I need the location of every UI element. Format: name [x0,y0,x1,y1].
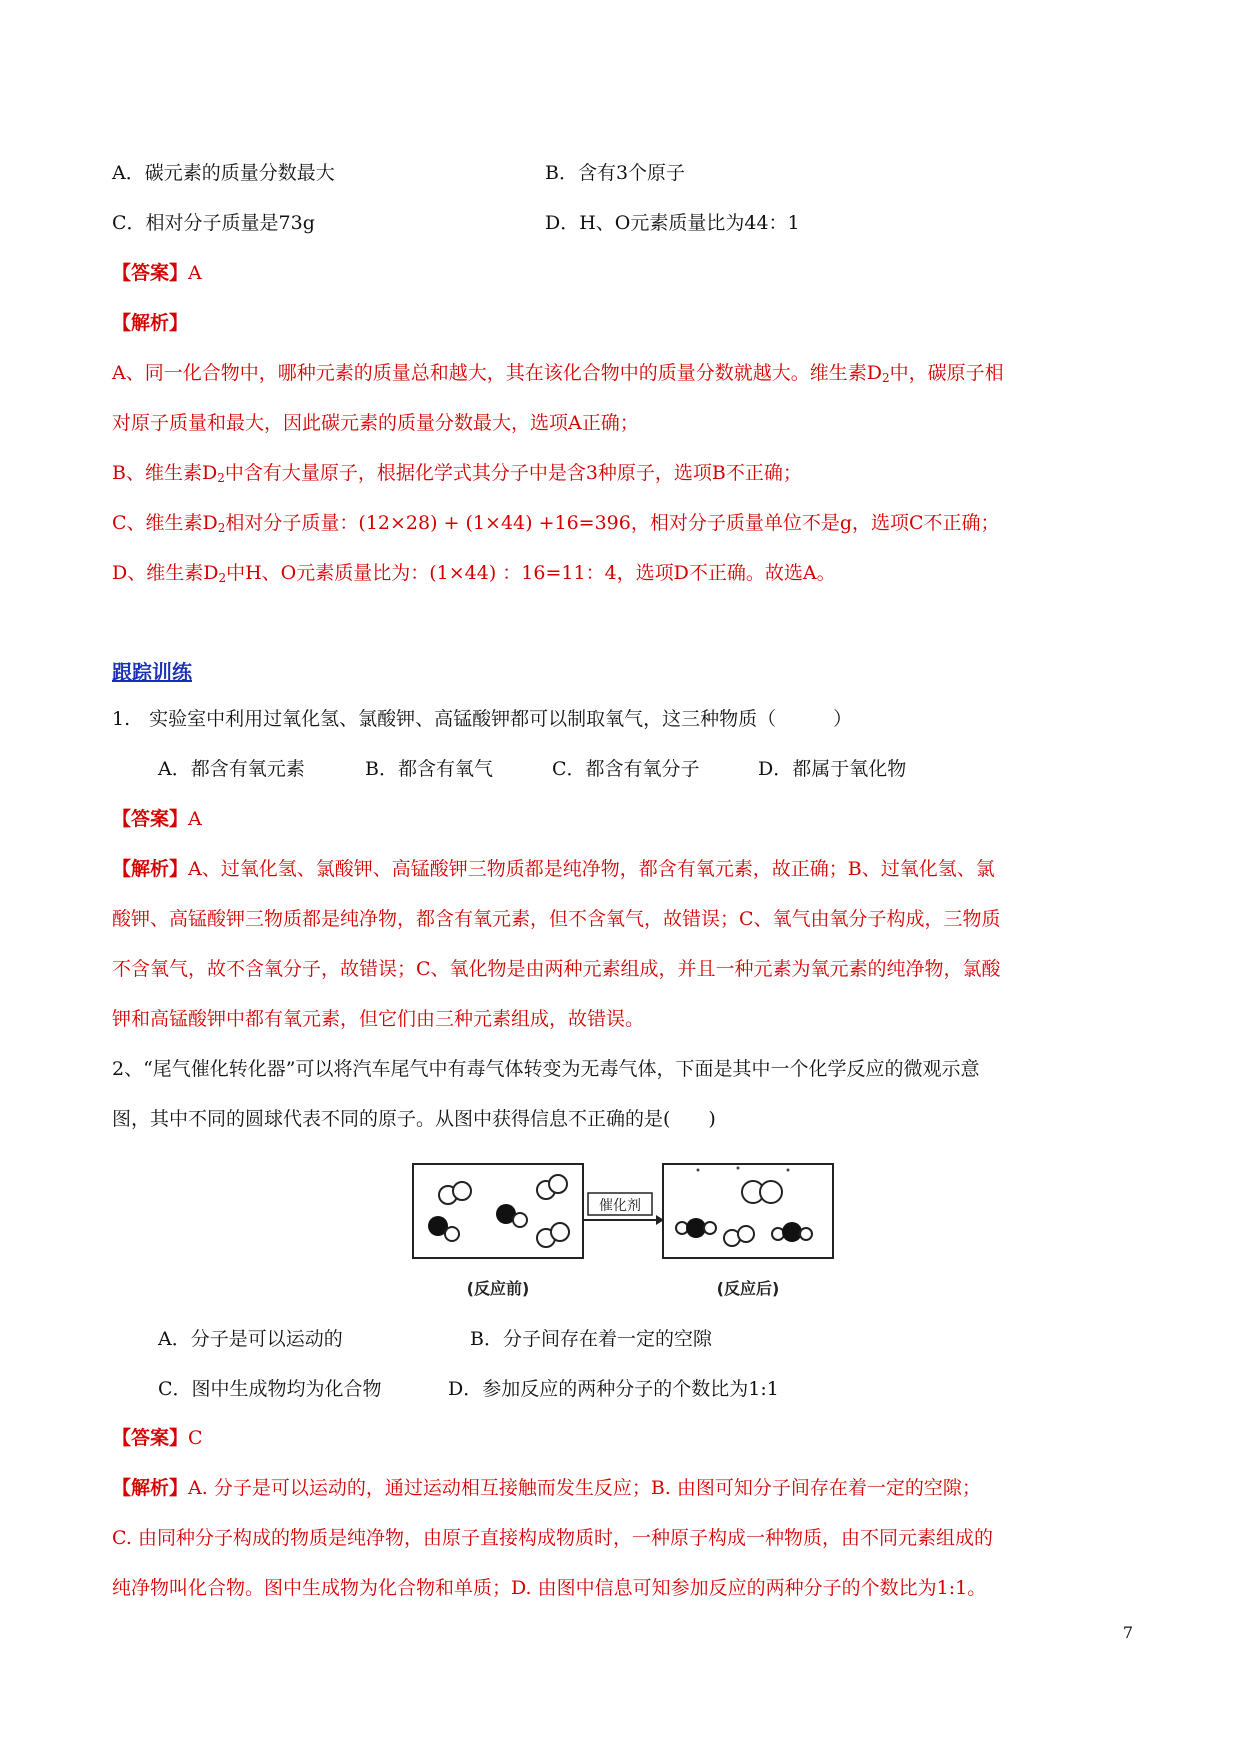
q1-answer-value: A [188,808,202,830]
molecule-co2-after-1 [676,1218,716,1238]
analysis-heading [112,310,188,336]
section-title[interactable]: 跟踪训练 [112,660,192,684]
analysis-line-2: 对原子质量和最大，因此碳元素的质量分数最大，选项A正确； [112,412,639,434]
option-d: D．H、O元素质量比为44：1 [545,212,800,234]
q2-option-b: B．分子间存在着一定的空隙 [470,1328,712,1350]
q2-stem-line-1: 2、“尾气催化转化器”可以将汽车尾气中有毒气体转变为无毒气体，下面是其中一个化学反应的微观示意 [112,1058,980,1080]
q2-analysis-line-3: 纯净物叫化合物。图中生成物为化合物和单质；D. 由图中信息可知参加反应的两种分子的个数比为1:1。 [112,1577,987,1599]
molecule-co2-after-2 [772,1222,812,1242]
q2-answer-label: 【答案】 [112,1427,189,1449]
q2-option-c: C．图中生成物均为化合物 [158,1378,382,1400]
q2-answer-value: C [188,1427,203,1449]
answer-value: A [188,262,202,284]
molecule-o2-after-1 [742,1181,782,1203]
molecule-o2-before-1 [439,1182,471,1204]
q2-analysis-line-1: 【解析】A. 分子是可以运动的，通过运动相互接触而发生反应；B. 由图可知分子间存在着一定的空隙； [112,1477,981,1499]
analysis-line-5: D、维生素$D_2$中H、O元素质量比为：(1×44) ：16=11：4，选项D不正确。故选A。 [112,562,836,585]
after-box [663,1164,833,1258]
q1-analysis-line-3: 不含氧气，故不含氧分子，故错误；C、氧化物是由两种元素组成，并且一种元素为氧元素的纯净物，氯酸 [112,958,1001,980]
q1-option-d: D．都属于氧化物 [758,758,907,780]
reaction-diagram [408,1158,838,1306]
q1-option-c: C．都含有氧分子 [552,758,700,780]
answer-line [112,260,202,286]
q2-answer-line [112,1425,203,1451]
option-a: A．碳元素的质量分数最大 [112,162,335,184]
answer-label: 【答案】 [112,262,189,284]
molecule-o2-before-3 [537,1223,569,1247]
analysis-line-1: A、同一化合物中，哪种元素的质量总和越大，其在该化合物中的质量分数就越大。维生素$D_2$中，碳原子相 [112,362,1004,385]
q1-answer-line [112,806,202,832]
q2-option-d: D．参加反应的两种分子的个数比为1:1 [448,1378,779,1400]
q2-analysis-line-2: C. 由同种分子构成的物质是纯净物，由原子直接构成物质时，一种原子构成一种物质，由不同元素组成的 [112,1527,993,1549]
molecule-o2-after-2 [724,1226,754,1246]
q1-answer-label: 【答案】 [112,808,189,830]
q1-option-b: B．都含有氧气 [365,758,493,780]
molecule-co-before-1 [428,1216,459,1241]
q1-analysis-line-2: 酸钾、高锰酸钾三物质都是纯净物，都含有氧元素，但不含氧气，故错误；C、氧气由氧分子构成，三物质 [112,908,1001,930]
after-label: (反应后) [716,1279,780,1298]
page-number: 7 [1122,1623,1133,1642]
option-b: B．含有3个原子 [545,162,686,184]
option-c: C．相对分子质量是73g [112,212,315,234]
q1-analysis-line-1: 【解析】A、过氧化氢、氯酸钾、高锰酸钾三物质都是纯净物，都含有氧元素，故正确；B、过氧化氢、氯 [112,858,995,880]
q2-option-a: A．分子是可以运动的 [158,1328,343,1350]
analysis-line-4: C、维生素$D_2$相对分子质量：(12×28) + (1×44) +16=396，相对分子质量单位不是g，选项C不正确； [112,512,1000,535]
q1-option-a: A．都含有氧元素 [158,758,305,780]
catalyst-label: 催化剂 [599,1198,641,1214]
analysis-label: 【解析】 [112,312,189,334]
dots-after [697,1167,790,1172]
molecule-co-before-2 [496,1204,527,1227]
analysis-line-3: B、维生素$D_2$中含有大量原子，根据化学式其分子中是含3种原子，选项B不正确； [112,462,802,485]
q1-stem: 1. 实验室中利用过氧化氢、氯酸钾、高锰酸钾都可以制取氧气，这三种物质（ ） [112,708,853,730]
q2-stem-line-2: 图，其中不同的圆球代表不同的原子。从图中获得信息不正确的是( ) [112,1108,716,1130]
q1-analysis-line-4: 钾和高锰酸钾中都有氧元素，但它们由三种元素组成，故错误。 [112,1008,645,1030]
molecule-o2-before-2 [537,1175,567,1199]
before-label: (反应前) [466,1279,530,1298]
